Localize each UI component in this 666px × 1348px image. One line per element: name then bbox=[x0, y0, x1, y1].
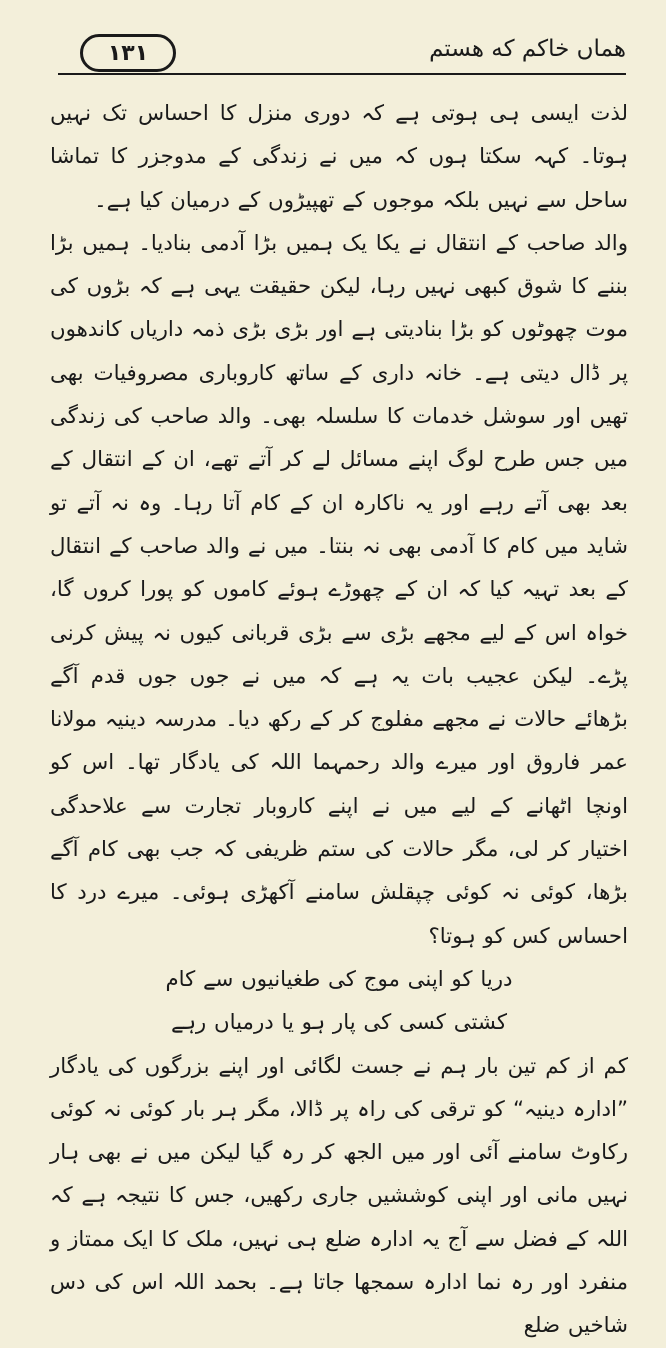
header-rule bbox=[58, 73, 626, 75]
body-text bbox=[50, 92, 628, 1348]
paragraph-3: کم از کم تین بار ہم نے جست لگائی اور اپنے بزرگوں کی یادگار ”ادارہ دینیہ“ کو ترقی کی راہ پر ڈالا، مگر ہر بار کوئی نہ کوئی رکاوٹ سامنے آئی اور میں الجھ کر رہ گیا لیکن میں نے بھی ہار نہیں مانی اور اپنی کوششیں جاری رکھیں، جس کا نتیجہ ہے کہ اللہ کے فضل سے آج یہ ادارہ ضلع ہی نہیں، ملک کا ایک ممتاز و منفرد اور رہ نما ادارہ سمجھا جاتا ہے۔ بحمد اللہ اس کی دس شاخیں ضلع bbox=[50, 1053, 628, 1339]
running-title: هماں خاکم که هستم bbox=[429, 36, 626, 62]
verse-couplet bbox=[50, 958, 628, 1045]
paragraph-2: والد صاحب کے انتقال نے یکا یک ہمیں بڑا آدمی بنادیا۔ ہمیں بڑا بننے کا شوق کبھی نہیں رہا، لیکن حقیقت یہی ہے کہ بڑوں کی موت چھوٹوں کو بڑا بنادیتی ہے اور بڑی بڑی ذمہ داریاں کاندھوں پر ڈال دیتی ہے۔ خانہ داری کے ساتھ کاروباری مصروفیات بھی تھیں اور سوشل خدمات کا سلسلہ بھی۔ والد صاحب کی زندگی میں جس طرح لوگ اپنے مسائل لے کر آتے تھے، ان کے انتقال کے بعد بھی آتے رہے اور یہ ناکارہ ان کے کام آتا رہا۔ وہ نہ آتے تو شاید میں کام کا آدمی بھی نہ بنتا۔ میں نے والد صاحب کے انتقال کے بعد تہیہ کیا کہ ان کے چھوڑے ہوئے کاموں کو پورا کروں گا، خواہ اس کے لیے مجھے بڑی سے بڑی قربانی کیوں نہ پیش کرنی پڑے۔ لیکن عجیب بات یہ ہے کہ میں نے جوں جوں قدم آگے بڑھائے حالات نے مجھے مفلوج کر کے رکھ دیا۔ مدرسہ دینیہ مولانا عمر فاروق اور میرے والد رحمہما اللہ کی یادگار تھا۔ اس کو اونچا اٹھانے کے لیے میں نے اپنے کاروبار تجارت سے علاحدگی اختیار کر لی، مگر حالات کی ستم ظریفی کہ جب بھی کام آگے بڑھا، کوئی نہ کوئی چپقلش سامنے آکھڑی ہوئی۔ میرے درد کا احساس کس کو ہوتا؟ bbox=[50, 230, 628, 949]
page-number-badge: ١٣١ bbox=[80, 34, 176, 72]
page-header bbox=[58, 34, 626, 78]
paragraph-1: لذت ایسی ہی ہوتی ہے کہ دوری منزل کا احساس تک نہیں ہوتا۔ کہہ سکتا ہوں کہ میں نے زندگی کے مدوجزر کا تماشا ساحل سے نہیں بلکہ موجوں کے تھپیڑوں کے درمیان کیا ہے۔ bbox=[50, 101, 628, 213]
verse-line-1: دریا کو اپنی موج کی طغیانیوں سے کام bbox=[165, 966, 513, 992]
verse-line-2: کشتی کسی کی پار ہو یا درمیاں رہے bbox=[170, 1010, 508, 1036]
